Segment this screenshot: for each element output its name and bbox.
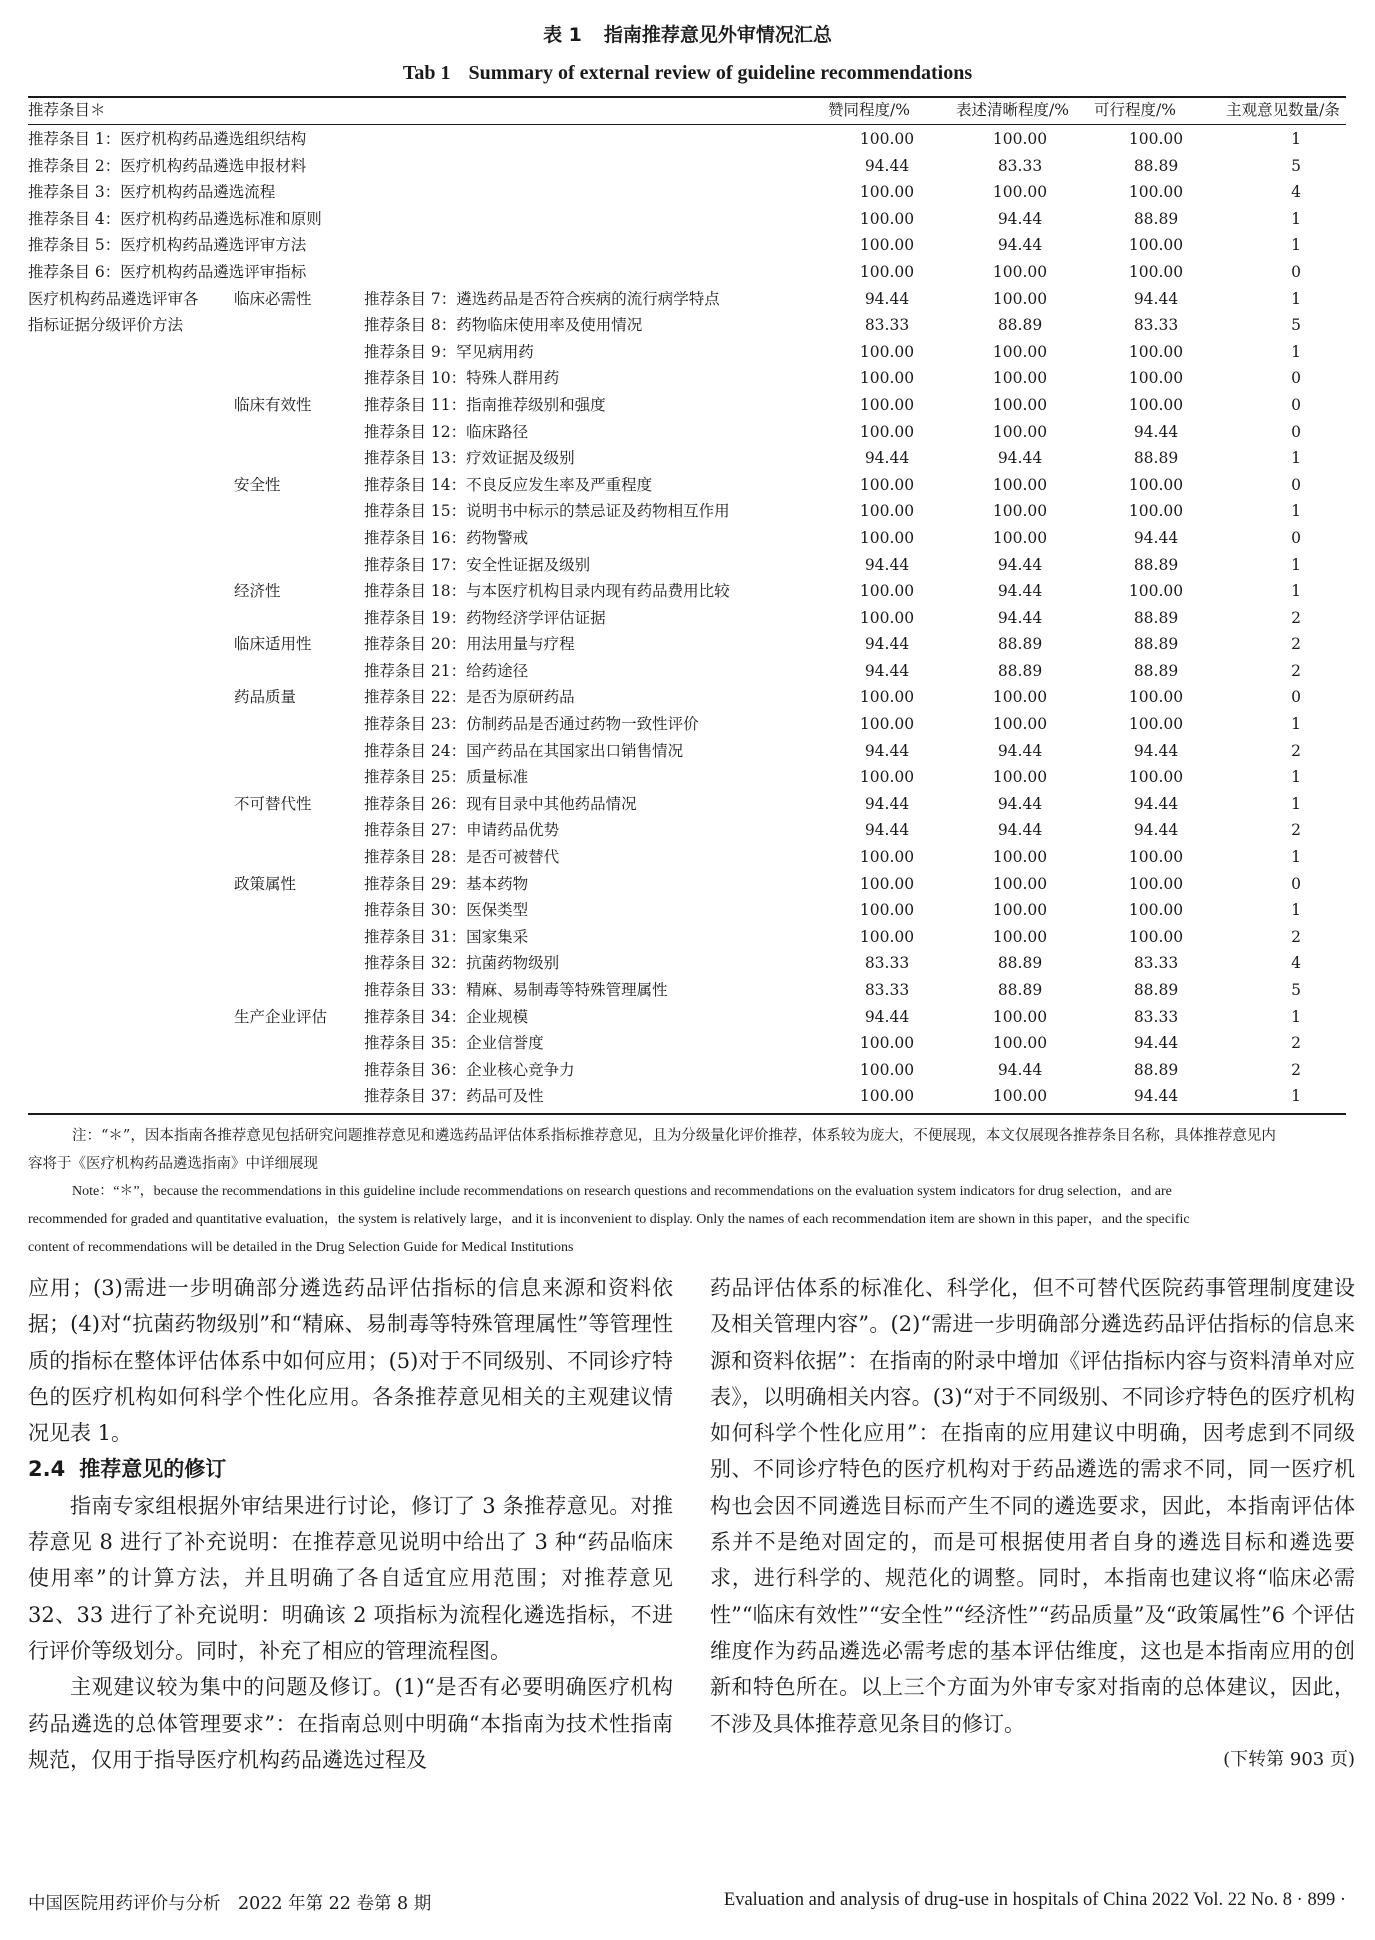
table-caption-en — [0, 62, 1375, 85]
row-feasibility-value: 100.00 — [1128, 848, 1184, 867]
row-clarity-value: 100.00 — [992, 262, 1048, 281]
row-feasibility-value: 100.00 — [1128, 183, 1184, 202]
body-paragraph: 应用；(3)需进一步明确部分遴选药品评估指标的信息来源和资料依据；(4)对“抗菌药物级别”和“精麻、易制毒等特殊管理属性”等管理性质的指标在整体评估体系中如何应用；(5)对于不同级别、不同诊疗特色的医疗机构如何科学个性化应用。各条推荐意见相关的主观建议情况见表 1。 — [28, 1276, 673, 1446]
row-item-label: 推荐条目 9：罕见病用药 — [364, 342, 534, 361]
row-comments-value: 2 — [1291, 927, 1301, 946]
row-clarity-value: 100.00 — [992, 502, 1048, 521]
row-comments-value: 1 — [1291, 715, 1301, 734]
table-row — [28, 472, 1346, 499]
row-item-label: 推荐条目 21：给药途径 — [364, 661, 529, 680]
table-row — [28, 1030, 1346, 1057]
table-row — [28, 312, 1346, 339]
row-comments-value: 2 — [1291, 608, 1301, 627]
row-clarity-value: 100.00 — [992, 183, 1048, 202]
row-clarity-value: 94.44 — [997, 821, 1043, 840]
row-clarity-value: 94.44 — [997, 582, 1043, 601]
table-row — [28, 605, 1346, 632]
row-agree-value: 100.00 — [859, 262, 915, 281]
table-row — [28, 552, 1346, 579]
note-cn-line2: 容将于《医疗机构药品遴选指南》中详细展现 — [28, 1156, 318, 1172]
row-agree-value: 94.44 — [864, 289, 910, 308]
section-heading — [28, 1451, 673, 1487]
table-row — [28, 498, 1346, 525]
table-row — [28, 791, 1346, 818]
row-agree-value: 100.00 — [859, 130, 915, 148]
row-agree-value: 100.00 — [859, 369, 915, 388]
row-clarity-value: 100.00 — [992, 395, 1048, 414]
row-clarity-value: 88.89 — [997, 635, 1043, 654]
header-comments: 主观意见数量/条 — [1226, 101, 1340, 119]
row-agree-value: 83.33 — [864, 954, 910, 973]
row-dimension-label: 临床有效性 — [234, 395, 312, 414]
row-comments-value: 2 — [1291, 661, 1301, 680]
row-agree-value: 100.00 — [859, 874, 915, 893]
table-body — [28, 126, 1346, 1110]
row-clarity-value: 100.00 — [992, 422, 1048, 441]
row-item-label: 推荐条目 14：不良反应发生率及严重程度 — [364, 475, 653, 494]
row-feasibility-value: 100.00 — [1128, 927, 1184, 946]
row-item-label: 推荐条目 32：抗菌药物级别 — [364, 954, 560, 973]
row-item-label: 推荐条目 1：医疗机构药品遴选组织结构 — [28, 130, 307, 148]
row-clarity-value: 100.00 — [992, 369, 1048, 388]
row-clarity-value: 88.89 — [997, 981, 1043, 999]
note-en-line2: recommended for graded and quantitative evaluation，the system is relatively large，and it is inconvenient to display. Only the names of each recommendation item are shown in this paper，and the specific — [28, 1212, 1190, 1227]
row-item-label: 推荐条目 24：国产药品在其国家出口销售情况 — [364, 741, 684, 760]
row-comments-value: 1 — [1291, 449, 1301, 468]
row-item-label: 推荐条目 10：特殊人群用药 — [364, 369, 560, 388]
row-item-label: 推荐条目 25：质量标准 — [364, 768, 529, 787]
row-comments-value: 5 — [1291, 981, 1301, 999]
row-clarity-value: 100.00 — [992, 768, 1048, 787]
body-paragraph: 主观建议较为集中的问题及修订。(1)“是否有必要明确医疗机构药品遴选的总体管理要求”：在指南总则中明确“本指南为技术性指南规范，仅用于指导医疗机构药品遴选过程及 — [28, 1675, 673, 1772]
row-item-label: 推荐条目 20：用法用量与疗程 — [364, 635, 575, 654]
row-agree-value: 94.44 — [864, 449, 910, 468]
table-row — [28, 365, 1346, 392]
row-agree-value: 100.00 — [859, 608, 915, 627]
row-agree-value: 94.44 — [864, 794, 910, 813]
table-bottom-rule — [28, 1113, 1346, 1115]
row-clarity-value: 94.44 — [997, 555, 1043, 574]
row-comments-value: 0 — [1291, 395, 1301, 414]
table-row — [28, 445, 1346, 472]
table-row — [28, 339, 1346, 366]
table-row — [28, 153, 1346, 180]
row-item-label: 推荐条目 22：是否为原研药品 — [364, 688, 575, 707]
row-clarity-value: 100.00 — [992, 927, 1048, 946]
table-row — [28, 126, 1346, 153]
table-row — [28, 924, 1346, 951]
table-row — [28, 950, 1346, 977]
table-row — [28, 232, 1346, 259]
row-comments-value: 1 — [1291, 342, 1301, 361]
row-clarity-value: 100.00 — [992, 1034, 1048, 1053]
table-row — [28, 764, 1346, 791]
row-comments-value: 0 — [1291, 688, 1301, 707]
summary-table — [28, 98, 1346, 1110]
row-agree-value: 94.44 — [864, 821, 910, 840]
row-comments-value: 0 — [1291, 369, 1301, 388]
row-item-label: 推荐条目 37：药品可及性 — [364, 1087, 544, 1106]
row-item-label: 推荐条目 16：药物警戒 — [364, 528, 529, 547]
row-feasibility-value: 88.89 — [1133, 608, 1179, 627]
row-item-label: 推荐条目 15：说明书中标示的禁忌证及药物相互作用 — [364, 502, 730, 521]
row-feasibility-value: 100.00 — [1128, 502, 1184, 521]
row-clarity-value: 94.44 — [997, 794, 1043, 813]
row-clarity-value: 88.89 — [997, 316, 1043, 335]
row-clarity-value: 100.00 — [992, 528, 1048, 547]
row-dimension-label: 不可替代性 — [234, 794, 312, 813]
row-clarity-value: 100.00 — [992, 874, 1048, 893]
table-header-row — [28, 98, 1346, 123]
row-clarity-value: 100.00 — [992, 342, 1048, 361]
row-clarity-value: 100.00 — [992, 1087, 1048, 1106]
table-row — [28, 259, 1346, 286]
row-item-label: 推荐条目 13：疗效证据及级别 — [364, 449, 575, 468]
row-dimension-label: 药品质量 — [234, 688, 297, 707]
table-row — [28, 419, 1346, 446]
row-agree-value: 100.00 — [859, 183, 915, 202]
row-agree-value: 94.44 — [864, 635, 910, 654]
row-comments-value: 0 — [1291, 874, 1301, 893]
table-notes — [28, 1122, 1346, 1262]
row-item-label: 推荐条目 28：是否可被替代 — [364, 848, 560, 867]
table-row — [28, 817, 1346, 844]
row-clarity-value: 100.00 — [992, 901, 1048, 920]
row-group-label: 医疗机构药品遴选评审各 — [28, 289, 199, 308]
row-item-label: 推荐条目 36：企业核心竞争力 — [364, 1060, 575, 1079]
row-comments-value: 5 — [1291, 156, 1301, 175]
row-agree-value: 100.00 — [859, 342, 915, 361]
row-dimension-label: 临床适用性 — [234, 635, 312, 654]
table-row — [28, 1004, 1346, 1031]
section-title: 推荐意见的修订 — [79, 1457, 227, 1482]
row-item-label: 推荐条目 2：医疗机构药品遴选申报材料 — [28, 156, 307, 175]
row-comments-value: 4 — [1291, 954, 1301, 973]
table-row — [28, 179, 1346, 206]
row-agree-value: 94.44 — [864, 741, 910, 760]
footer-journal-cn: 中国医院用药评价与分析 2022 年第 22 卷第 8 期 — [28, 1894, 432, 1914]
table-row — [28, 525, 1346, 552]
row-clarity-value: 83.33 — [997, 156, 1043, 175]
row-feasibility-value: 100.00 — [1128, 874, 1184, 893]
row-item-label: 推荐条目 33：精麻、易制毒等特殊管理属性 — [364, 981, 668, 999]
table-row — [28, 286, 1346, 313]
row-clarity-value: 100.00 — [992, 130, 1048, 148]
row-item-label: 推荐条目 4：医疗机构药品遴选标准和原则 — [28, 209, 322, 228]
body-paragraph: 药品评估体系的标准化、科学化，但不可替代医院药事管理制度建设及相关管理内容”。(2)“需进一步明确部分遴选药品评估指标的信息来源和资料依据”：在指南的附录中增加《评估指标内容与资料清单对应表》，以明确相关内容。(3)“对于不同级别、不同诊疗特色的医疗机构如何科学个性化应用”：在指南的应用建议中明确，因考虑到不同级别、不同诊疗特色的医疗机构对于药品遴选的需求不同，同一医疗机构也会因不同遴选目标而产生不同的遴选要求，因此，本指南评估体系并不是绝对固定的，而是可根据使用者自身的遴选目标和遴选要求，进行科学的、规范化的调整。同时，本指南也建议将“临床必需性”“临床有效性”“安全性”“经济性”“药品质量”及“政策属性”6 个评估维度作为药品遴选必需考虑的基本评估维度，这也是本指南应用的创新和特色所在。以上三个方面为外审专家对指南的总体建议，因此，不涉及具体推荐意见条目的修订。 — [710, 1276, 1355, 1736]
continued-note: (下转第 903 页) — [1223, 1748, 1355, 1770]
note-en-line3: content of recommendations will be detailed in the Drug Selection Guide for Medical Institutions — [28, 1240, 574, 1255]
row-clarity-value: 88.89 — [997, 954, 1043, 973]
row-item-label: 推荐条目 18：与本医疗机构目录内现有药品费用比较 — [364, 582, 730, 601]
row-agree-value: 94.44 — [864, 555, 910, 574]
row-comments-value: 0 — [1291, 528, 1301, 547]
header-item: 推荐条目＊ — [28, 101, 106, 119]
row-comments-value: 5 — [1291, 316, 1301, 335]
row-feasibility-value: 100.00 — [1128, 236, 1184, 255]
row-comments-value: 0 — [1291, 422, 1301, 441]
row-clarity-value: 100.00 — [992, 848, 1048, 867]
row-comments-value: 0 — [1291, 262, 1301, 281]
row-feasibility-value: 100.00 — [1128, 262, 1184, 281]
row-clarity-value: 94.44 — [997, 449, 1043, 468]
table-row — [28, 206, 1346, 233]
row-comments-value: 1 — [1291, 502, 1301, 521]
row-comments-value: 2 — [1291, 1034, 1301, 1053]
row-item-label: 推荐条目 6：医疗机构药品遴选评审指标 — [28, 262, 307, 281]
row-comments-value: 1 — [1291, 794, 1301, 813]
row-comments-value: 1 — [1291, 209, 1301, 228]
footer-journal-en: Evaluation and analysis of drug-use in hospitals of China 2022 Vol. 22 No. 8 · 899 · — [723, 1890, 1346, 1910]
body-paragraph: 指南专家组根据外审结果进行讨论，修订了 3 条推荐意见。对推荐意见 8 进行了补充说明：在推荐意见说明中给出了 3 种“药品临床使用率”的计算方法，并且明确了各自适宜应用范围；对推荐意见 32、33 进行了补充说明：明确该 2 项指标为流程化遴选指标，不进行评价等级划分。同时，补充了相应的管理流程图。 — [28, 1493, 673, 1663]
row-dimension-label: 临床必需性 — [234, 289, 312, 308]
table-row — [28, 844, 1346, 871]
row-feasibility-value: 88.89 — [1133, 156, 1179, 175]
row-feasibility-value: 100.00 — [1128, 369, 1184, 388]
row-feasibility-value: 94.44 — [1133, 289, 1179, 308]
row-comments-value: 1 — [1291, 1007, 1301, 1026]
table-row — [28, 977, 1346, 1004]
row-agree-value: 83.33 — [864, 316, 910, 335]
row-agree-value: 100.00 — [859, 528, 915, 547]
table-row — [28, 871, 1346, 898]
header-feasibility: 可行程度/% — [1094, 101, 1176, 119]
row-item-label: 推荐条目 17：安全性证据及级别 — [364, 555, 591, 574]
row-agree-value: 100.00 — [859, 927, 915, 946]
row-comments-value: 1 — [1291, 901, 1301, 920]
row-comments-value: 1 — [1291, 582, 1301, 601]
row-feasibility-value: 88.89 — [1133, 635, 1179, 654]
row-feasibility-value: 88.89 — [1133, 209, 1179, 228]
row-clarity-value: 94.44 — [997, 1060, 1043, 1079]
row-agree-value: 100.00 — [859, 688, 915, 707]
row-feasibility-value: 100.00 — [1128, 395, 1184, 414]
row-agree-value: 100.00 — [859, 848, 915, 867]
row-comments-value: 1 — [1291, 289, 1301, 308]
row-feasibility-value: 83.33 — [1133, 1007, 1179, 1026]
table-title-cn: 指南推荐意见外审情况汇总 — [603, 24, 832, 46]
row-clarity-value: 100.00 — [992, 688, 1048, 707]
row-comments-value: 1 — [1291, 848, 1301, 867]
row-agree-value: 94.44 — [864, 661, 910, 680]
table-row — [28, 392, 1346, 419]
row-feasibility-value: 94.44 — [1133, 794, 1179, 813]
row-item-label: 推荐条目 19：药物经济学评估证据 — [364, 608, 606, 627]
row-agree-value: 100.00 — [859, 502, 915, 521]
row-agree-value: 100.00 — [859, 475, 915, 494]
row-feasibility-value: 100.00 — [1128, 475, 1184, 494]
row-agree-value: 100.00 — [859, 582, 915, 601]
row-clarity-value: 100.00 — [992, 715, 1048, 734]
header-clarity: 表述清晰程度/% — [956, 101, 1069, 119]
row-feasibility-value: 88.89 — [1133, 555, 1179, 574]
row-agree-value: 100.00 — [859, 395, 915, 414]
row-agree-value: 94.44 — [864, 1007, 910, 1026]
row-agree-value: 100.00 — [859, 901, 915, 920]
row-agree-value: 100.00 — [859, 1060, 915, 1079]
row-item-label: 推荐条目 26：现有目录中其他药品情况 — [364, 794, 637, 813]
row-comments-value: 1 — [1291, 236, 1301, 255]
row-feasibility-value: 94.44 — [1133, 741, 1179, 760]
row-item-label: 推荐条目 29：基本药物 — [364, 874, 529, 893]
row-comments-value: 2 — [1291, 635, 1301, 654]
row-feasibility-value: 100.00 — [1128, 342, 1184, 361]
row-agree-value: 100.00 — [859, 422, 915, 441]
row-agree-value: 100.00 — [859, 236, 915, 255]
note-cn-line1: 注：“＊”，因本指南各推荐意见包括研究问题推荐意见和遴选药品评估体系指标推荐意见，且为分级量化评价推荐，体系较为庞大，不便展现，本文仅展现各推荐条目名称，具体推荐意见内 — [72, 1128, 1276, 1144]
row-feasibility-value: 100.00 — [1128, 901, 1184, 920]
row-feasibility-value: 88.89 — [1133, 449, 1179, 468]
table-row — [28, 1057, 1346, 1084]
row-agree-value: 100.00 — [859, 715, 915, 734]
row-clarity-value: 100.00 — [992, 475, 1048, 494]
row-clarity-value: 94.44 — [997, 741, 1043, 760]
row-feasibility-value: 94.44 — [1133, 528, 1179, 547]
row-item-label: 推荐条目 7：遴选药品是否符合疾病的流行病学特点 — [364, 289, 720, 308]
row-clarity-value: 100.00 — [992, 1007, 1048, 1026]
row-clarity-value: 94.44 — [997, 608, 1043, 627]
row-comments-value: 1 — [1291, 768, 1301, 787]
table-row — [28, 711, 1346, 738]
row-feasibility-value: 100.00 — [1128, 130, 1184, 148]
row-feasibility-value: 100.00 — [1128, 688, 1184, 707]
row-dimension-label: 政策属性 — [234, 874, 297, 893]
row-item-label: 推荐条目 35：企业信誉度 — [364, 1034, 544, 1053]
row-agree-value: 83.33 — [864, 981, 910, 999]
row-feasibility-value: 94.44 — [1133, 1087, 1179, 1106]
note-en-line1: Note：“＊”，because the recommendations in this guideline include recommendations on research questions and recommendations on the evaluation system indicators for drug selection，and are — [72, 1184, 1172, 1199]
row-agree-value: 100.00 — [859, 1087, 915, 1106]
table-number-en: Tab 1 — [402, 62, 451, 84]
row-dimension-label: 安全性 — [234, 475, 281, 494]
body-column-right — [710, 1270, 1355, 1778]
table-number-cn: 表 1 — [543, 24, 582, 46]
row-feasibility-value: 94.44 — [1133, 422, 1179, 441]
table-row — [28, 578, 1346, 605]
row-comments-value: 1 — [1291, 130, 1301, 148]
row-item-label: 推荐条目 31：国家集采 — [364, 927, 529, 946]
row-item-label: 推荐条目 3：医疗机构药品遴选流程 — [28, 183, 276, 202]
table-row — [28, 631, 1346, 658]
row-clarity-value: 100.00 — [992, 289, 1048, 308]
row-feasibility-value: 83.33 — [1133, 954, 1179, 973]
row-feasibility-value: 83.33 — [1133, 316, 1179, 335]
row-feasibility-value: 100.00 — [1128, 715, 1184, 734]
table-row — [28, 897, 1346, 924]
table-caption-cn — [0, 20, 1375, 47]
row-comments-value: 1 — [1291, 1087, 1301, 1106]
row-comments-value: 2 — [1291, 821, 1301, 840]
header-agree: 赞同程度/% — [828, 101, 910, 119]
row-item-label: 推荐条目 30：医保类型 — [364, 901, 529, 920]
row-item-label: 推荐条目 12：临床路径 — [364, 422, 529, 441]
table-title-en: Summary of external review of guideline recommendations — [468, 62, 973, 84]
row-agree-value: 100.00 — [859, 1034, 915, 1053]
table-row — [28, 738, 1346, 765]
row-dimension-label: 生产企业评估 — [234, 1007, 328, 1026]
row-feasibility-value: 100.00 — [1128, 582, 1184, 601]
row-clarity-value: 94.44 — [997, 236, 1043, 255]
row-item-label: 推荐条目 8：药物临床使用率及使用情况 — [364, 316, 643, 335]
row-item-label: 推荐条目 11：指南推荐级别和强度 — [364, 395, 606, 414]
row-group-label: 指标证据分级评价方法 — [28, 316, 184, 335]
row-feasibility-value: 94.44 — [1133, 1034, 1179, 1053]
row-comments-value: 0 — [1291, 475, 1301, 494]
row-comments-value: 2 — [1291, 1060, 1301, 1079]
row-feasibility-value: 88.89 — [1133, 981, 1179, 999]
body-column-left — [28, 1270, 673, 1778]
row-item-label: 推荐条目 27：申请药品优势 — [364, 821, 560, 840]
row-agree-value: 100.00 — [859, 209, 915, 228]
row-clarity-value: 94.44 — [997, 209, 1043, 228]
row-feasibility-value: 100.00 — [1128, 768, 1184, 787]
row-comments-value: 4 — [1291, 183, 1301, 202]
row-comments-value: 2 — [1291, 741, 1301, 760]
row-agree-value: 94.44 — [864, 156, 910, 175]
row-feasibility-value: 88.89 — [1133, 661, 1179, 680]
row-item-label: 推荐条目 5：医疗机构药品遴选评审方法 — [28, 236, 307, 255]
table-row — [28, 658, 1346, 685]
row-dimension-label: 经济性 — [234, 582, 281, 601]
row-item-label: 推荐条目 23：仿制药品是否通过药物一致性评价 — [364, 715, 699, 734]
row-comments-value: 1 — [1291, 555, 1301, 574]
row-feasibility-value: 88.89 — [1133, 1060, 1179, 1079]
section-number: 2.4 — [28, 1457, 66, 1482]
row-item-label: 推荐条目 34：企业规模 — [364, 1007, 529, 1026]
row-feasibility-value: 94.44 — [1133, 821, 1179, 840]
table-row — [28, 684, 1346, 711]
row-clarity-value: 88.89 — [997, 661, 1043, 680]
table-row — [28, 1083, 1346, 1110]
row-agree-value: 100.00 — [859, 768, 915, 787]
